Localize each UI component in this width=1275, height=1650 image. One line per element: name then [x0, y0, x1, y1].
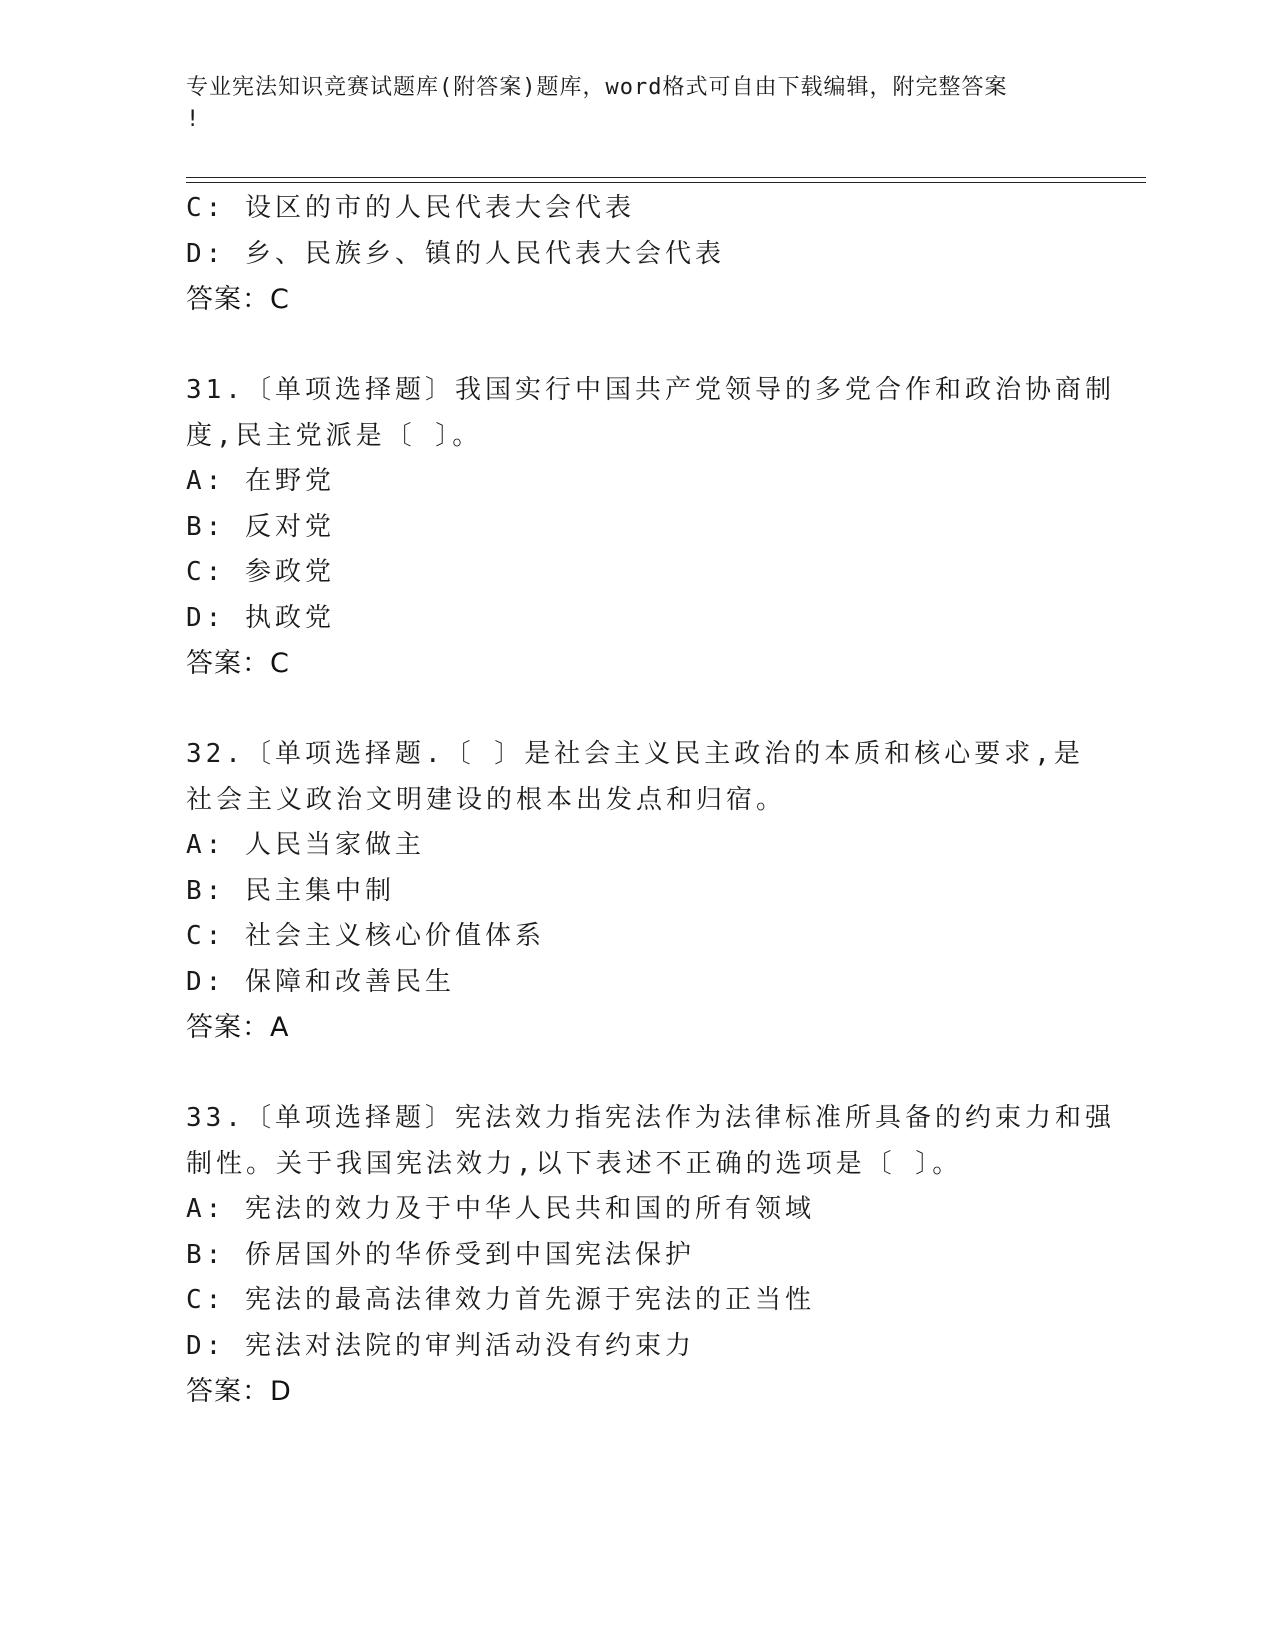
question-list	[186, 186, 1115, 1415]
option-b: B: 反对党	[186, 511, 335, 542]
question-block-30-continued	[186, 186, 1086, 323]
option-c: C: 参政党	[186, 557, 335, 587]
question-stem-line-1: 32.〔单项选择题.〔 〕是社会主义民主政治的本质和核心要求,是	[186, 739, 1084, 769]
option-b: B: 侨居国外的华侨受到中国宪法保护	[186, 1239, 695, 1270]
option-a: A: 在野党	[186, 466, 335, 496]
option-d: D: 宪法对法院的审判活动没有约束力	[186, 1330, 695, 1361]
option-d: D: 执政党	[186, 602, 335, 633]
spacer	[186, 687, 1086, 733]
spacer	[186, 323, 1086, 369]
header-text-line-1: 专业宪法知识竞赛试题库(附答案)题库，word格式可自由下载编辑，附完整答案	[186, 75, 1008, 100]
question-stem-line-2: 度,民主党派是〔 〕。	[186, 420, 483, 451]
document-header	[186, 72, 1066, 136]
option-d: D: 保障和改善民生	[186, 966, 455, 997]
header-divider-bottom	[186, 182, 1146, 183]
answer-label: 答案：A	[186, 1012, 290, 1043]
option-a: A: 宪法的效力及于中华人民共和国的所有领域	[186, 1194, 815, 1224]
answer-label: 答案：D	[186, 1376, 292, 1407]
option-d: D: 乡、民族乡、镇的人民代表大会代表	[186, 238, 725, 269]
question-stem-line-2: 制性。关于我国宪法效力,以下表述不正确的选项是〔 〕。	[186, 1148, 963, 1179]
option-c: C: 宪法的最高法律效力首先源于宪法的正当性	[186, 1285, 815, 1315]
question-block-31	[186, 368, 1115, 687]
option-c: C: 社会主义核心价值体系	[186, 921, 545, 951]
question-stem-line-2: 社会主义政治文明建设的根本出发点和归宿。	[186, 784, 787, 815]
spacer	[186, 1051, 1086, 1097]
answer-label: 答案：C	[186, 648, 290, 679]
option-a: A: 人民当家做主	[186, 830, 425, 860]
question-stem-line-1: 33.〔单项选择题〕宪法效力指宪法作为法律标准所具备的约束力和强	[186, 1103, 1115, 1133]
question-stem-line-1: 31.〔单项选择题〕我国实行中国共产党领导的多党合作和政治协商制	[186, 375, 1115, 405]
question-block-32	[186, 732, 1086, 1051]
header-text-line-2: !	[186, 107, 201, 132]
answer-label: 答案：C	[186, 284, 290, 315]
header-divider-top	[186, 177, 1146, 178]
option-b: B: 民主集中制	[186, 875, 395, 906]
option-c: C: 设区的市的人民代表大会代表	[186, 193, 635, 223]
question-block-33	[186, 1096, 1115, 1415]
